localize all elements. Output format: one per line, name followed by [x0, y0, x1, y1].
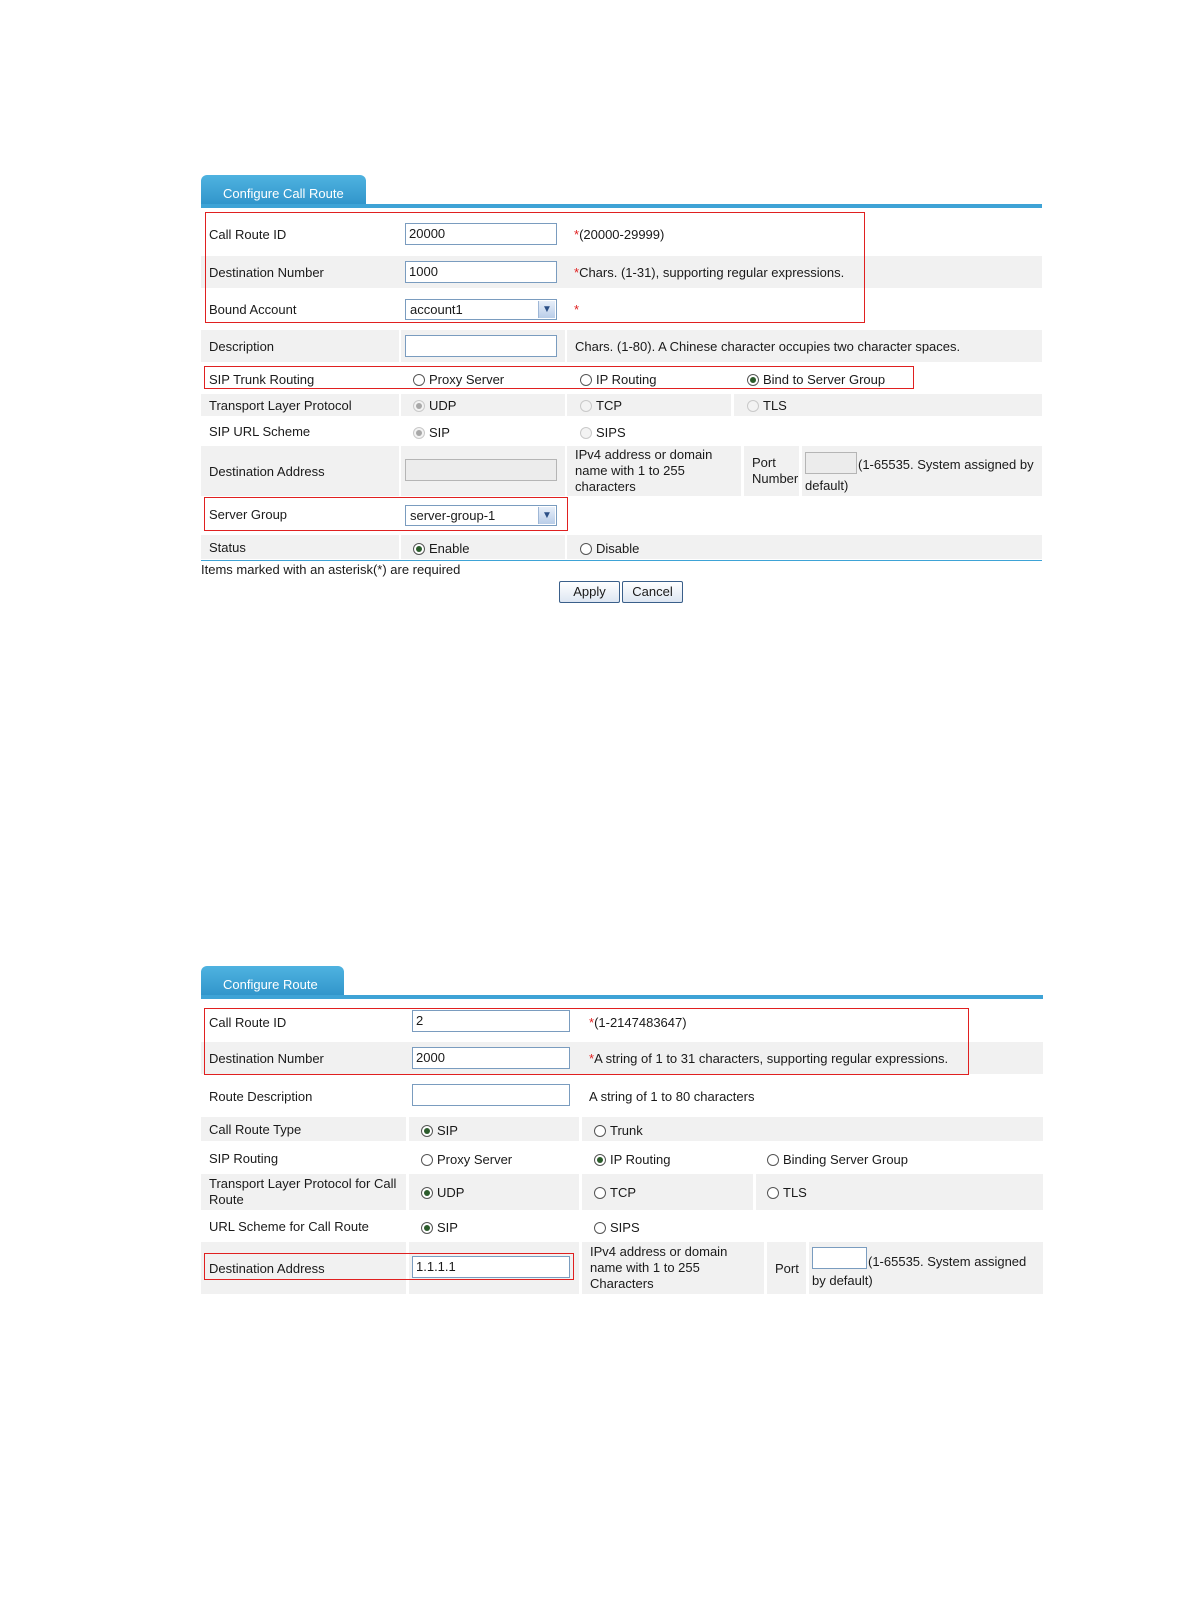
- port-number-input[interactable]: [805, 452, 857, 474]
- destination-number-input[interactable]: 2000: [412, 1047, 570, 1069]
- radio-icon[interactable]: [580, 400, 592, 412]
- server-group-label: Server Group: [209, 506, 288, 522]
- destination-address-hint-1: IPv4 address or domain: [575, 447, 713, 462]
- destination-address-input[interactable]: 1.1.1.1: [412, 1256, 570, 1278]
- status-row: [201, 535, 1042, 559]
- radio-label: TLS: [783, 1185, 807, 1200]
- sip-routing-label: SIP Routing: [209, 1150, 279, 1166]
- configure-route-panel: [201, 966, 1043, 1296]
- radio-tcp[interactable]: [594, 1185, 636, 1200]
- radio-icon[interactable]: [594, 1154, 606, 1166]
- destination-address-hint-3: characters: [575, 479, 636, 494]
- transport-protocol-label: Transport Layer Protocol: [209, 397, 352, 413]
- radio-icon[interactable]: [421, 1222, 433, 1234]
- sip-trunk-routing-row: [201, 367, 1042, 391]
- radio-icon[interactable]: [594, 1187, 606, 1199]
- route-description-row: [201, 1080, 1043, 1112]
- sip-trunk-routing-label: SIP Trunk Routing: [209, 371, 315, 387]
- radio-label: UDP: [429, 398, 457, 413]
- panel-header-rule: [201, 995, 1043, 999]
- route-description-hint: A string of 1 to 80 characters: [589, 1088, 755, 1104]
- destination-address-label: Destination Address: [209, 463, 325, 479]
- call-route-type-label: Call Route Type: [209, 1121, 302, 1137]
- cancel-button[interactable]: Cancel: [622, 581, 683, 603]
- route-description-label: Route Description: [209, 1088, 313, 1104]
- radio-label: TCP: [610, 1185, 636, 1200]
- transport-protocol-label-2: Route: [209, 1192, 244, 1207]
- radio-label: SIP: [429, 425, 450, 440]
- panel-header-rule: [201, 204, 1042, 208]
- radio-label: Binding Server Group: [783, 1152, 909, 1167]
- radio-enable[interactable]: [413, 541, 469, 556]
- call-route-id-input[interactable]: 2: [412, 1010, 570, 1032]
- destination-number-label: Destination Number: [209, 1050, 324, 1066]
- call-route-type-row: [201, 1117, 1043, 1141]
- radio-bind-to-server-group[interactable]: [747, 372, 885, 387]
- radio-tls[interactable]: [767, 1185, 807, 1200]
- radio-label: Enable: [429, 541, 470, 556]
- radio-icon[interactable]: [580, 374, 592, 386]
- required-asterisk: *: [574, 226, 580, 242]
- radio-label: Proxy Server: [437, 1152, 513, 1167]
- radio-icon[interactable]: [421, 1125, 433, 1137]
- radio-sip-type[interactable]: [421, 1123, 458, 1138]
- radio-label: UDP: [437, 1185, 465, 1200]
- radio-icon[interactable]: [413, 374, 425, 386]
- url-scheme-row: [201, 420, 1042, 442]
- radio-udp[interactable]: [421, 1185, 464, 1200]
- chevron-down-icon[interactable]: ▼: [538, 301, 555, 318]
- call-route-id-input[interactable]: 20000: [405, 223, 557, 245]
- transport-protocol-row-2: [201, 1174, 1043, 1210]
- call-route-id-label: Call Route ID: [209, 226, 287, 242]
- radio-label: SIPS: [610, 1220, 640, 1235]
- port-number-label-1: Port: [752, 455, 776, 470]
- destination-address-hint-1: IPv4 address or domain: [590, 1244, 728, 1259]
- description-hint: Chars. (1-80). A Chinese character occupies two character spaces.: [575, 338, 961, 354]
- destination-address-hint-2: name with 1 to 255: [590, 1260, 700, 1275]
- radio-label: SIP: [437, 1220, 458, 1235]
- radio-icon[interactable]: [594, 1125, 606, 1137]
- radio-label: SIPS: [596, 425, 626, 440]
- radio-sips[interactable]: [580, 425, 626, 440]
- radio-proxy-server[interactable]: [421, 1152, 512, 1167]
- description-input[interactable]: [405, 335, 557, 357]
- port-number-hint-2: default): [805, 478, 849, 493]
- radio-icon[interactable]: [747, 374, 759, 386]
- bound-account-select[interactable]: [405, 299, 557, 320]
- description-label: Description: [209, 338, 275, 354]
- url-scheme-row-2: [201, 1214, 1043, 1238]
- chevron-down-icon[interactable]: ▼: [538, 507, 555, 524]
- required-asterisk: *: [589, 1014, 595, 1030]
- destination-address-hint-2: name with 1 to 255: [575, 463, 685, 478]
- radio-binding-server-group[interactable]: [767, 1152, 908, 1167]
- destination-address-input[interactable]: [405, 459, 557, 481]
- radio-tcp[interactable]: [580, 398, 622, 413]
- route-description-input[interactable]: [412, 1084, 570, 1106]
- transport-protocol-row: [201, 394, 1042, 416]
- radio-icon[interactable]: [767, 1187, 779, 1199]
- radio-label: TCP: [596, 398, 622, 413]
- destination-address-label: Destination Address: [209, 1260, 325, 1276]
- bound-account-label: Bound Account: [209, 301, 297, 317]
- port-label: Port: [775, 1260, 799, 1276]
- destination-address-hint-3: Characters: [590, 1276, 654, 1291]
- destination-number-row: [201, 256, 1042, 288]
- port-number-input[interactable]: [812, 1247, 867, 1269]
- radio-icon[interactable]: [421, 1187, 433, 1199]
- destination-address-row-2: [201, 1242, 1043, 1294]
- radio-icon[interactable]: [413, 427, 425, 439]
- radio-label: SIP: [437, 1123, 458, 1138]
- radio-sip[interactable]: [421, 1220, 458, 1235]
- radio-icon[interactable]: [580, 427, 592, 439]
- required-note: Items marked with an asterisk(*) are required: [201, 562, 461, 577]
- radio-sips[interactable]: [594, 1220, 640, 1235]
- call-route-id-row: [201, 218, 1042, 250]
- destination-number-label: Destination Number: [209, 264, 324, 280]
- call-route-id-hint: (20000-29999): [579, 226, 665, 242]
- radio-ip-routing[interactable]: [580, 372, 656, 387]
- radio-proxy-server[interactable]: [413, 372, 504, 387]
- radio-label: Proxy Server: [429, 372, 505, 387]
- transport-protocol-label-1: Transport Layer Protocol for Call: [209, 1176, 397, 1191]
- url-scheme-label: URL Scheme for Call Route: [209, 1218, 369, 1234]
- configure-call-route-panel: [201, 175, 1042, 605]
- port-number-hint-2: by default): [812, 1273, 873, 1288]
- destination-address-row: [201, 446, 1042, 496]
- call-route-id-label: Call Route ID: [209, 1014, 287, 1030]
- radio-label: IP Routing: [596, 372, 657, 387]
- radio-sip[interactable]: [413, 425, 450, 440]
- call-route-id-hint: (1-2147483647): [594, 1014, 687, 1030]
- configure-route-tab[interactable]: Configure Route: [201, 966, 344, 998]
- radio-icon[interactable]: [421, 1154, 433, 1166]
- radio-udp[interactable]: [413, 398, 456, 413]
- panel-footer-rule: [201, 560, 1042, 561]
- radio-icon[interactable]: [580, 543, 592, 555]
- destination-number-row-2: [201, 1042, 1043, 1074]
- radio-icon[interactable]: [594, 1222, 606, 1234]
- destination-number-hint: A string of 1 to 31 characters, supporting regular expressions.: [594, 1050, 949, 1066]
- radio-ip-routing[interactable]: [594, 1152, 670, 1167]
- radio-tls[interactable]: [747, 398, 787, 413]
- call-route-id-row-2: [201, 1006, 1043, 1038]
- radio-trunk-type[interactable]: [594, 1123, 643, 1138]
- server-group-value: server-group-1: [410, 508, 496, 523]
- required-asterisk: *: [574, 264, 580, 280]
- radio-label: Disable: [596, 541, 640, 556]
- status-label: Status: [209, 539, 246, 555]
- radio-icon[interactable]: [413, 543, 425, 555]
- url-scheme-label: SIP URL Scheme: [209, 423, 311, 439]
- server-group-row: [201, 500, 1042, 528]
- destination-number-input[interactable]: 1000: [405, 261, 557, 283]
- radio-icon[interactable]: [767, 1154, 779, 1166]
- sip-routing-row: [201, 1146, 1043, 1170]
- server-group-select[interactable]: [405, 505, 557, 526]
- destination-number-hint: Chars. (1-31), supporting regular expressions.: [579, 264, 845, 280]
- apply-button[interactable]: Apply: [559, 581, 620, 603]
- required-asterisk: *: [589, 1050, 595, 1066]
- bound-account-row: [201, 293, 1042, 325]
- radio-label: Trunk: [610, 1123, 643, 1138]
- required-asterisk: *: [574, 301, 580, 317]
- radio-disable[interactable]: [580, 541, 639, 556]
- port-number-hint-1: (1-65535. System assigned: [868, 1254, 1027, 1269]
- description-row: [201, 330, 1042, 362]
- radio-label: TLS: [763, 398, 787, 413]
- bound-account-value: account1: [410, 302, 463, 317]
- port-number-hint-1: (1-65535. System assigned by: [858, 457, 1034, 472]
- radio-icon[interactable]: [747, 400, 759, 412]
- configure-call-route-tab[interactable]: Configure Call Route: [201, 175, 366, 207]
- port-number-label-2: Number: [752, 471, 799, 486]
- radio-label: IP Routing: [610, 1152, 671, 1167]
- radio-label: Bind to Server Group: [763, 372, 886, 387]
- radio-icon[interactable]: [413, 400, 425, 412]
